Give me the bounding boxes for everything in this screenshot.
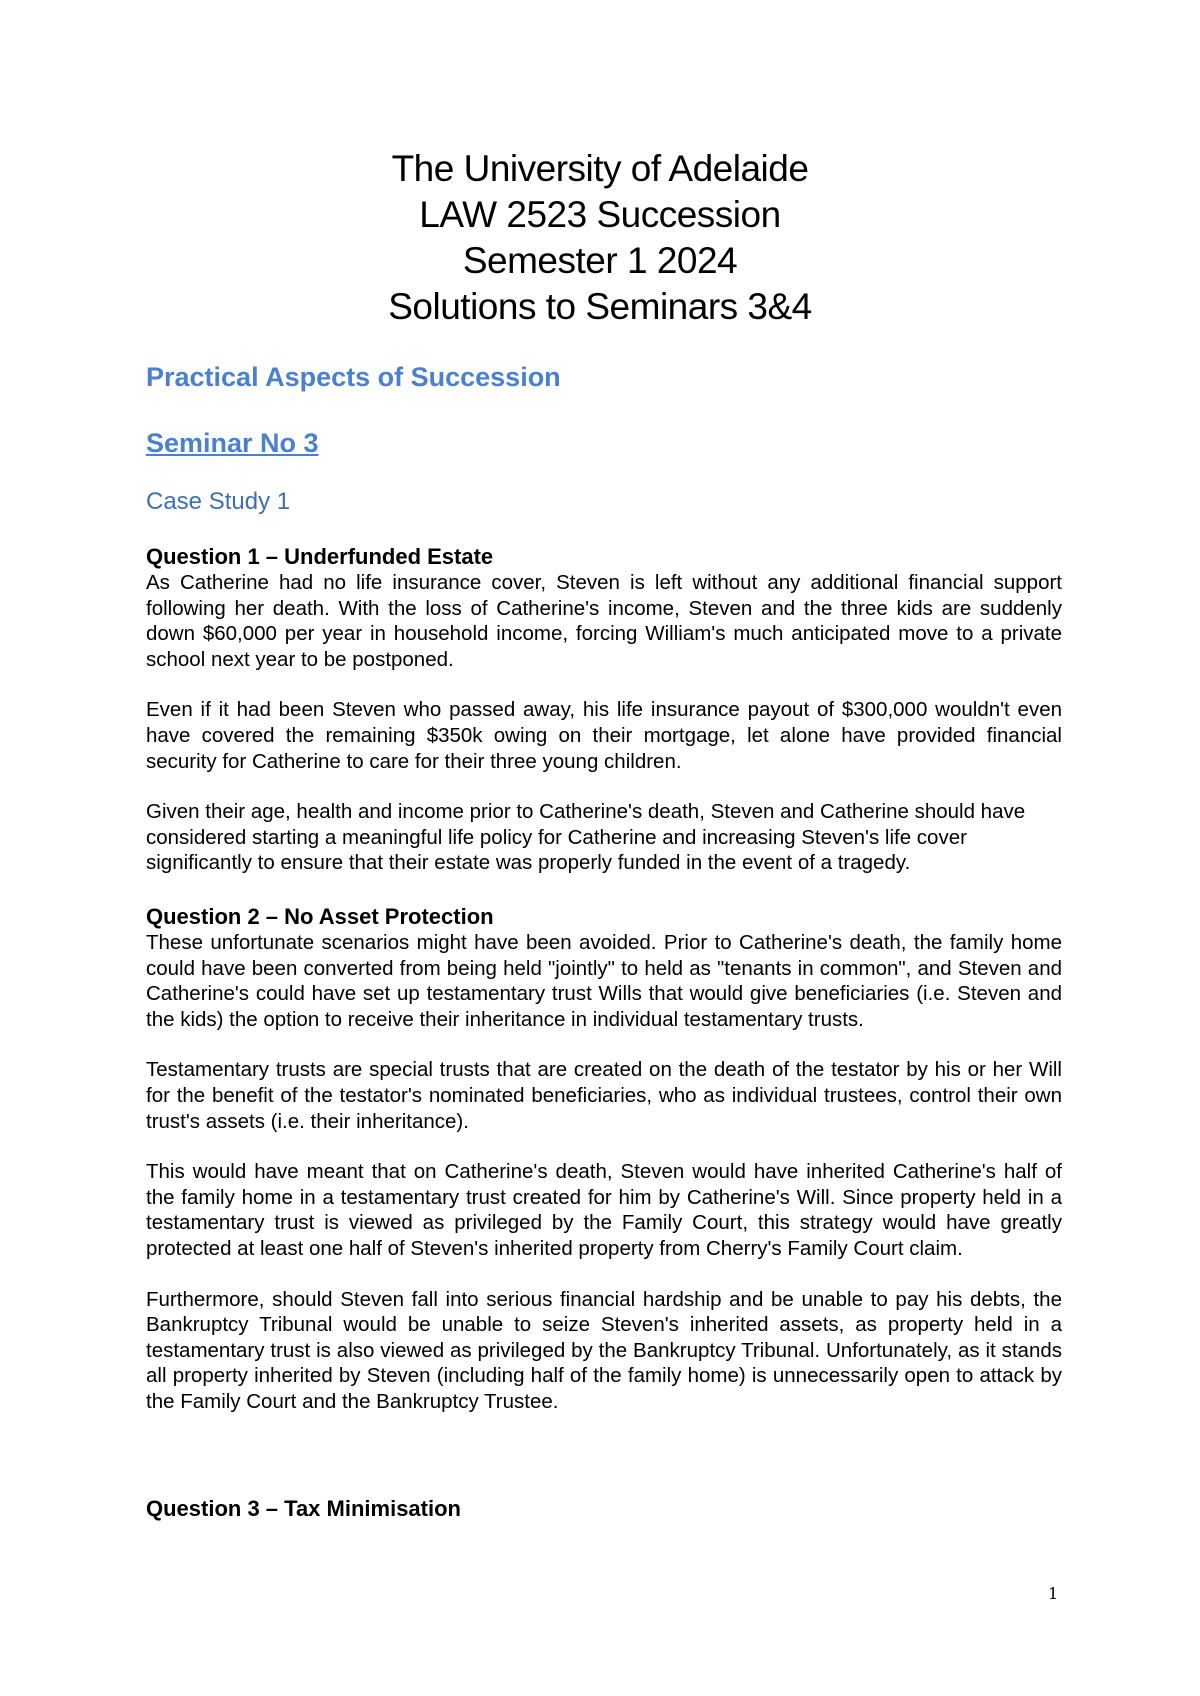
question-2-heading: Question 2 – No Asset Protection [146, 904, 494, 929]
title-line-university: The University of Adelaide [391, 148, 809, 189]
case-study-heading: Case Study 1 [146, 488, 291, 515]
question-2-section [146, 904, 1062, 1415]
question-2-paragraph-3: This would have meant that on Catherine's death, Steven would have inherited Catherine's half of the family home in a testamentary trust created for him by Catherine's Will. Since property held in a testamentary trust is viewed as privileged by the Family Court, this strategy would have greatly protected at least one half of Steven's inherited property from Cherry's Family Court claim. [146, 1160, 1062, 1260]
question-2-paragraph-1: These unfortunate scenarios might have been avoided. Prior to Catherine's death, the family home could have been converted from being held "jointly" to held as "tenants in common", and Steven and Catherine's could have set up testamentary trust Wills that would give beneficiaries (i.e. Steven and the kids) the option to receive their inheritance in individual testamentary trusts. [146, 931, 1062, 1031]
question-1-heading: Question 1 – Underfunded Estate [146, 544, 494, 569]
document-title [0, 146, 1200, 330]
question-1-paragraph-1: As Catherine had no life insurance cover, Steven is left without any additional financial support following her death. With the loss of Catherine's income, Steven and the three kids are suddenly down $60,000 per year in household income, forcing William's much anticipated move to a private school next year to be postponed. [146, 571, 1062, 671]
section-heading: Practical Aspects of Succession [146, 362, 561, 392]
question-1-section [146, 544, 1062, 876]
title-line-solutions: Solutions to Seminars 3&4 [388, 286, 812, 327]
question-3-heading: Question 3 – Tax Minimisation [146, 1496, 461, 1521]
page-number: 1 [1048, 1584, 1059, 1603]
title-line-semester: Semester 1 2024 [462, 240, 738, 281]
question-3-section [146, 1496, 1062, 1522]
question-2-paragraph-4: Furthermore, should Steven fall into serious financial hardship and be unable to pay his debts, the Bankruptcy Tribunal would be unable to seize Steven's inherited assets, as property held in a testamentary trust is also viewed as privileged by the Bankruptcy Tribunal. Unfortunately, as it stands all property inherited by Steven (including half of the family home) is unnecessarily open to attack by the Family Court and the Bankruptcy Trustee. [146, 1287, 1062, 1413]
question-2-paragraph-2: Testamentary trusts are special trusts that are created on the death of the testator by his or her Will for the benefit of the testator's nominated beneficiaries, who as individual trustees, control their own trust's assets (i.e. their inheritance). [146, 1058, 1062, 1133]
question-1-paragraph-2: Even if it had been Steven who passed away, his life insurance payout of $300,000 wouldn't even have covered the remaining $350k owing on their mortgage, let alone have provided financial security for Catherine to care for their three young children. [146, 698, 1062, 773]
seminar-heading: Seminar No 3 [146, 428, 319, 458]
title-line-course: LAW 2523 Succession [419, 194, 781, 235]
question-1-paragraph-3: Given their age, health and income prior to Catherine's death, Steven and Catherine should have considered starting a meaningful life policy for Catherine and increasing Steven's life cover significantly to ensure that their estate was properly funded in the event of a tragedy. [146, 800, 1026, 875]
